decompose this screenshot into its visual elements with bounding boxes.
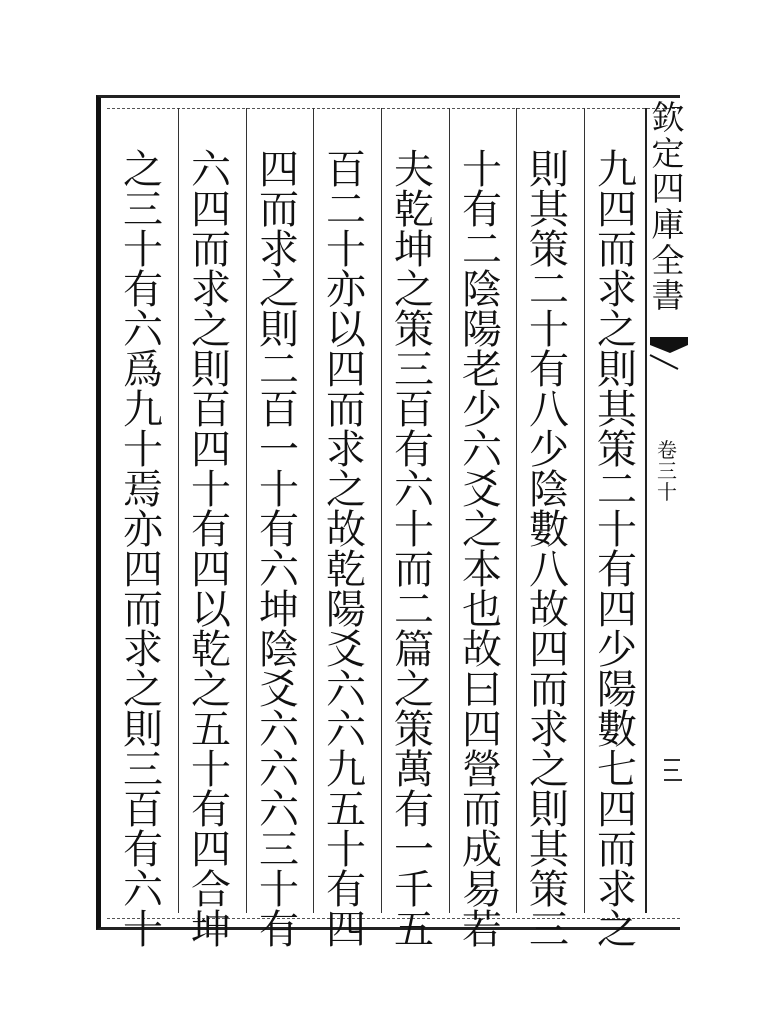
- book-title: [648, 100, 688, 314]
- column-char: 求: [123, 627, 163, 673]
- column-char: 亦: [326, 267, 366, 313]
- column-char: 而: [259, 187, 299, 233]
- column-char: 之: [394, 667, 434, 713]
- column-char: 十: [123, 227, 163, 273]
- column-char: 曰: [462, 667, 502, 713]
- column-char: 十: [326, 827, 366, 873]
- column-char: 六: [259, 707, 299, 753]
- column-char: 則: [123, 707, 163, 753]
- column-char: 百: [259, 387, 299, 433]
- margin-char: 欽: [651, 98, 685, 137]
- column-char: 坤: [394, 227, 434, 273]
- margin-char: 庫: [651, 204, 685, 244]
- text-column-1: [589, 147, 645, 953]
- column-char: 九: [597, 147, 637, 193]
- column-char: 二: [259, 347, 299, 393]
- column-char: 亦: [123, 507, 163, 553]
- column-char: 十: [259, 467, 299, 513]
- column-char: 百: [123, 787, 163, 833]
- page-number-mark: [660, 690, 684, 790]
- column-char: 則: [259, 307, 299, 353]
- column-char: 求: [191, 267, 231, 313]
- fishtail-mark: [648, 333, 692, 373]
- column-char: 求: [259, 227, 299, 273]
- column-char: 四: [123, 547, 163, 593]
- column-char: 六: [326, 707, 366, 753]
- margin-char: 書: [651, 276, 685, 316]
- column-char: 之: [123, 667, 163, 713]
- column-char: 陽: [462, 307, 502, 353]
- column-char: 篇: [394, 627, 434, 673]
- column-char: 一: [259, 427, 299, 473]
- column-char: 三: [529, 907, 569, 953]
- column-char: 有: [191, 507, 231, 553]
- column-char: 四: [597, 787, 637, 833]
- column-char: 乾: [326, 547, 366, 593]
- column-char: 則: [597, 347, 637, 393]
- margin-char: 十: [657, 480, 677, 504]
- margin-char: 三: [657, 459, 677, 483]
- column-char: 其: [529, 187, 569, 233]
- column-char: 乾: [191, 627, 231, 673]
- column-char: 而: [191, 227, 231, 273]
- column-char: 有: [394, 427, 434, 473]
- column-char: 六: [462, 427, 502, 473]
- column-char: 營: [462, 747, 502, 793]
- column-char: 二: [394, 587, 434, 633]
- column-char: 有: [123, 267, 163, 313]
- column-char: 而: [597, 827, 637, 873]
- column-char: 策: [394, 307, 434, 353]
- column-char: 爻: [259, 667, 299, 713]
- column-char: 百: [326, 147, 366, 193]
- column-char: 二: [326, 187, 366, 233]
- column-char: 四: [191, 547, 231, 593]
- column-char: 之: [326, 467, 366, 513]
- column-char: 八: [529, 387, 569, 433]
- column-char: 十: [191, 747, 231, 793]
- column-char: 以: [326, 307, 366, 353]
- column-char: 百: [191, 387, 231, 433]
- column-char: 則: [529, 787, 569, 833]
- column-char: 三: [259, 827, 299, 873]
- column-char: 五: [191, 707, 231, 753]
- column-char: 陰: [529, 467, 569, 513]
- column-rule: [381, 108, 382, 913]
- column-char: 六: [123, 867, 163, 913]
- column-char: 故: [529, 587, 569, 633]
- column-rule: [313, 108, 314, 913]
- column-rule: [246, 108, 247, 913]
- column-char: 百: [394, 387, 434, 433]
- column-char: 有: [191, 787, 231, 833]
- column-char: 六: [259, 787, 299, 833]
- column-char: 六: [123, 307, 163, 353]
- column-char: 九: [123, 387, 163, 433]
- column-char: 千: [394, 867, 434, 913]
- column-char: 夫: [394, 147, 434, 193]
- column-char: 有: [462, 187, 502, 233]
- column-char: 五: [326, 787, 366, 833]
- column-char: 十: [462, 147, 502, 193]
- column-char: 也: [462, 587, 502, 633]
- column-char: 其: [597, 387, 637, 433]
- column-char: 則: [529, 147, 569, 193]
- column-char: 而: [597, 227, 637, 273]
- column-char: 之: [462, 507, 502, 553]
- column-char: 二: [462, 227, 502, 273]
- column-char: 四: [529, 627, 569, 673]
- column-char: 四: [191, 187, 231, 233]
- column-char: 二: [597, 467, 637, 513]
- column-char: 焉: [123, 467, 163, 513]
- column-char: 四: [259, 147, 299, 193]
- column-char: 乾: [394, 187, 434, 233]
- margin-char: 卷: [657, 438, 677, 462]
- column-char: 十: [597, 507, 637, 553]
- column-char: 以: [191, 587, 231, 633]
- column-char: 求: [597, 867, 637, 913]
- column-char: 之: [123, 147, 163, 193]
- column-rule: [584, 108, 585, 913]
- column-char: 四: [326, 907, 366, 953]
- column-char: 求: [326, 427, 366, 473]
- column-char: 成: [462, 827, 502, 873]
- column-char: 六: [394, 467, 434, 513]
- column-char: 坤: [191, 907, 231, 953]
- column-char: 十: [394, 507, 434, 553]
- column-char: 而: [394, 547, 434, 593]
- column-char: 而: [123, 587, 163, 633]
- column-char: 四: [326, 347, 366, 393]
- column-char: 有: [259, 907, 299, 953]
- text-column-8: [115, 147, 171, 953]
- column-char: 九: [326, 747, 366, 793]
- column-char: 十: [123, 907, 163, 953]
- column-char: 之: [597, 307, 637, 353]
- column-char: 少: [462, 387, 502, 433]
- column-char: 十: [326, 227, 366, 273]
- column-char: 有: [529, 347, 569, 393]
- column-char: 求: [529, 707, 569, 753]
- juan-label: [650, 440, 684, 503]
- column-char: 四: [597, 587, 637, 633]
- column-char: 若: [462, 907, 502, 953]
- column-char: 十: [123, 427, 163, 473]
- column-rule: [645, 108, 647, 913]
- column-char: 其: [529, 827, 569, 873]
- column-char: 之: [259, 267, 299, 313]
- column-char: 而: [529, 667, 569, 713]
- column-char: 有: [597, 547, 637, 593]
- column-char: 四: [191, 427, 231, 473]
- column-char: 而: [326, 387, 366, 433]
- column-char: 爲: [123, 347, 163, 393]
- column-char: 之: [191, 667, 231, 713]
- column-rule: [178, 108, 179, 913]
- column-char: 有: [326, 867, 366, 913]
- column-char: 易: [462, 867, 502, 913]
- column-char: 二: [529, 267, 569, 313]
- column-char: 則: [191, 347, 231, 393]
- text-column-2: [521, 147, 577, 953]
- column-rule: [449, 108, 450, 913]
- column-char: 十: [529, 307, 569, 353]
- column-char: 少: [597, 627, 637, 673]
- column-char: 四: [462, 707, 502, 753]
- text-column-7: [183, 147, 239, 953]
- column-char: 數: [529, 507, 569, 553]
- column-char: 之: [529, 747, 569, 793]
- column-char: 陰: [259, 627, 299, 673]
- text-column-5: [318, 147, 374, 953]
- column-char: 四: [597, 187, 637, 233]
- column-char: 策: [597, 427, 637, 473]
- column-char: 一: [394, 827, 434, 873]
- column-char: 十: [259, 867, 299, 913]
- column-char: 本: [462, 547, 502, 593]
- column-char: 萬: [394, 747, 434, 793]
- column-char: 爻: [462, 467, 502, 513]
- column-char: 八: [529, 547, 569, 593]
- column-char: 十: [191, 467, 231, 513]
- column-char: 五: [394, 907, 434, 953]
- column-char: 六: [259, 747, 299, 793]
- column-char: 老: [462, 347, 502, 393]
- column-char: 六: [191, 147, 231, 193]
- column-char: 有: [259, 507, 299, 553]
- column-char: 求: [597, 267, 637, 313]
- column-char: 七: [597, 747, 637, 793]
- column-char: 坤: [259, 587, 299, 633]
- column-char: 四: [191, 827, 231, 873]
- column-char: 有: [394, 787, 434, 833]
- column-char: 之: [394, 267, 434, 313]
- column-char: 陽: [326, 587, 366, 633]
- column-char: 故: [326, 507, 366, 553]
- column-char: 爻: [326, 627, 366, 673]
- column-char: 三: [123, 747, 163, 793]
- column-char: 陽: [597, 667, 637, 713]
- column-char: 策: [529, 867, 569, 913]
- column-char: 六: [326, 667, 366, 713]
- column-char: 少: [529, 427, 569, 473]
- column-char: 三: [123, 187, 163, 233]
- column-char: 故: [462, 627, 502, 673]
- column-char: 三: [394, 347, 434, 393]
- column-char: 陰: [462, 267, 502, 313]
- column-char: 之: [597, 907, 637, 953]
- text-column-4: [386, 147, 442, 953]
- column-char: 數: [597, 707, 637, 753]
- column-char: 有: [123, 827, 163, 873]
- text-column-6: [251, 147, 307, 953]
- margin-char: 四: [651, 169, 685, 209]
- column-char: 而: [462, 787, 502, 833]
- margin-char: 定: [651, 133, 685, 173]
- margin-char: 全: [651, 240, 685, 280]
- text-column-3: [454, 147, 510, 953]
- column-char: 策: [529, 227, 569, 273]
- column-char: 策: [394, 707, 434, 753]
- column-rule: [516, 108, 517, 913]
- column-char: 之: [191, 307, 231, 353]
- column-char: 六: [259, 547, 299, 593]
- column-char: 合: [191, 867, 231, 913]
